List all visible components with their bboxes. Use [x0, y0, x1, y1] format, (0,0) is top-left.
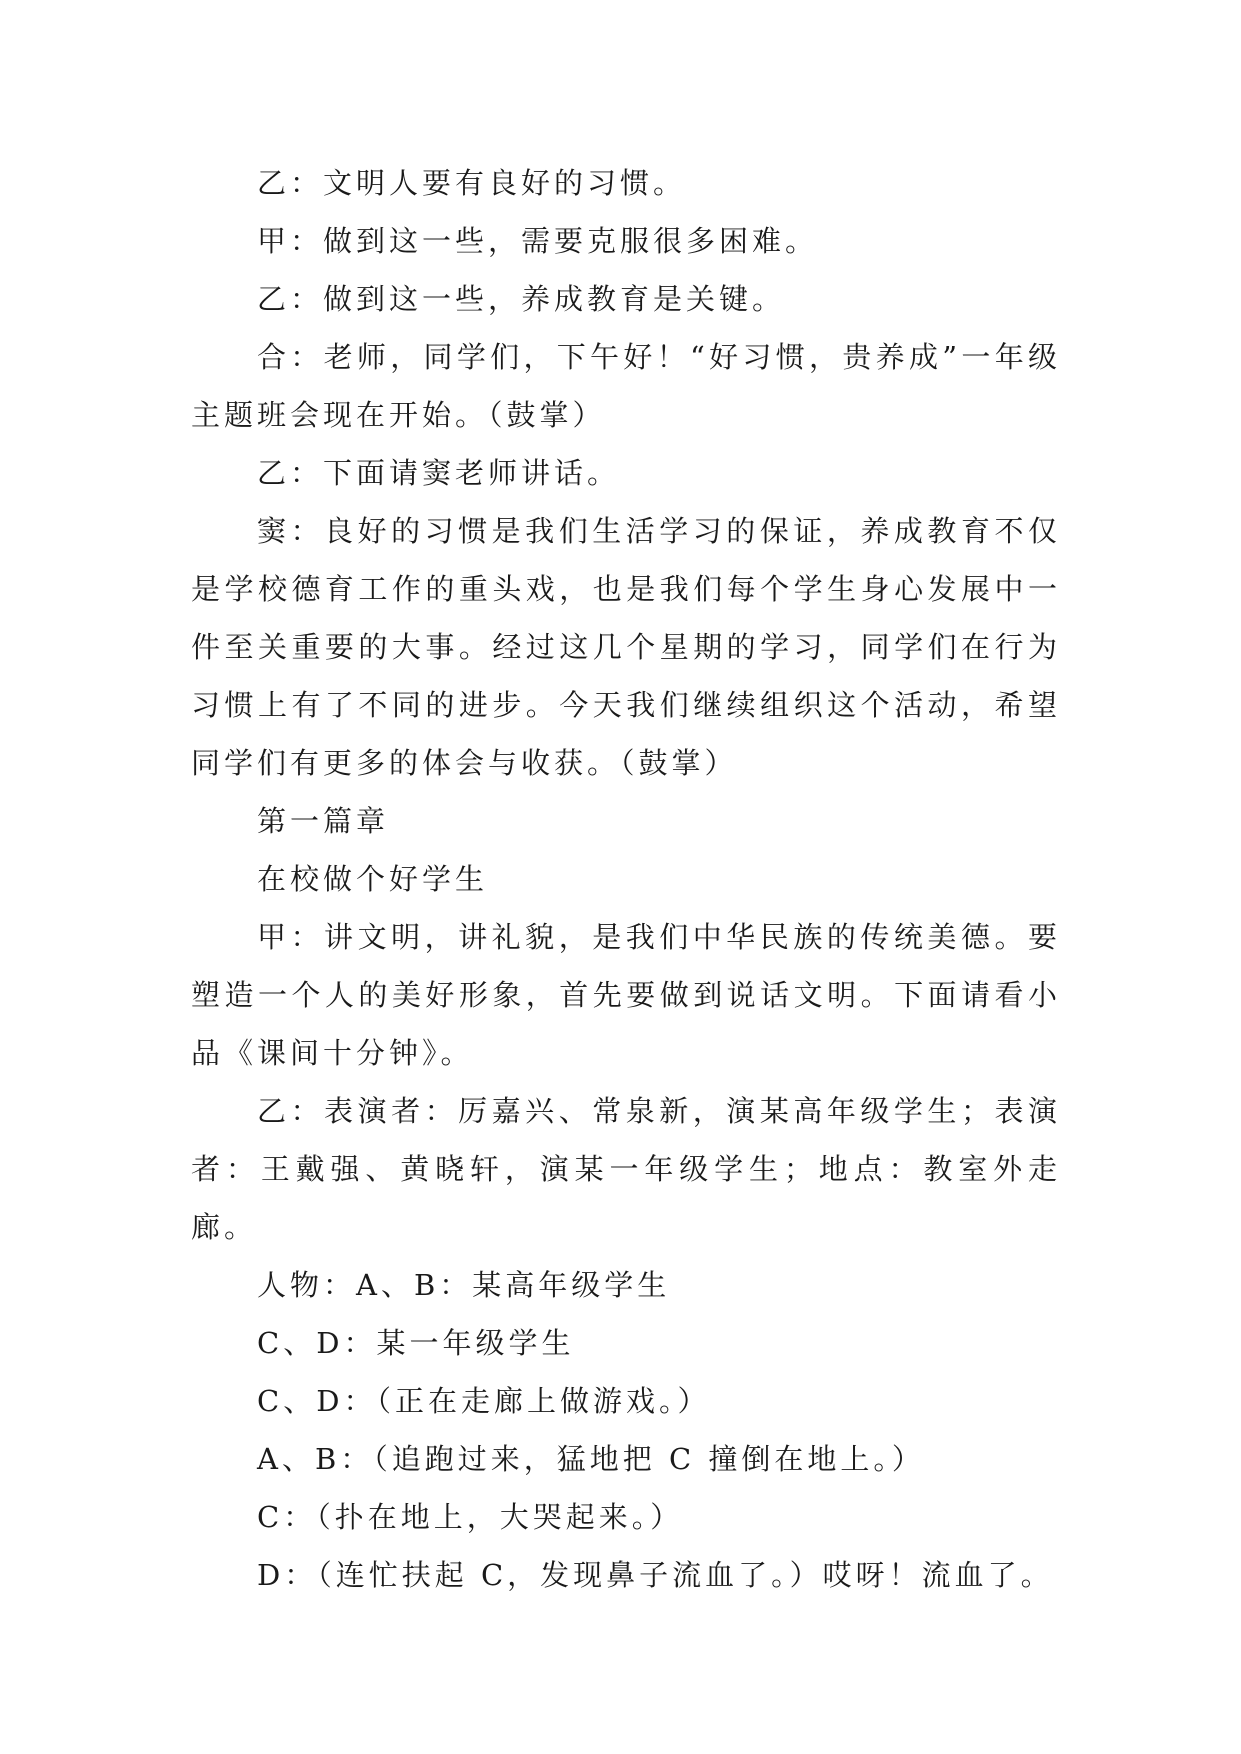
paragraph-16: D：（连忙扶起 C，发现鼻子流血了。）哎呀！流血了。: [257, 1558, 1054, 1592]
paragraph-3: 乙：做到这一些，养成教育是关键。: [257, 282, 786, 316]
paragraph-13: C、D：（正在走廊上做游戏。）: [257, 1384, 711, 1418]
paragraph-11: 人物：A、B：某高年级学生: [257, 1268, 671, 1302]
paragraph-4: 合：老师，同学们，下午好！“好习惯，贵养成”一年级主题班会现在开始。（鼓掌）: [191, 340, 1061, 432]
paragraph-1: 乙：文明人要有良好的习惯。: [257, 166, 687, 200]
paragraph-2: 甲：做到这一些，需要克服很多困难。: [257, 224, 819, 258]
paragraph-6: 窦：良好的习惯是我们生活学习的保证，养成教育不仅是学校德育工作的重头戏，也是我们每个学生身心发展中一件至关重要的大事。经过这几个星期的学习，同学们在行为习惯上有了不同的进步。今天我们继续组织这个活动，希望同学们有更多的体会与收获。（鼓掌）: [191, 514, 1061, 780]
paragraph-12: C、D：某一年级学生: [257, 1326, 575, 1360]
section-heading: 第一篇章: [257, 804, 390, 838]
section-subheading: 在校做个好学生: [257, 862, 489, 896]
document-body: [191, 154, 1061, 1604]
paragraph-5: 乙：下面请窦老师讲话。: [257, 456, 621, 490]
paragraph-15: C：（扑在地上，大哭起来。）: [257, 1500, 684, 1534]
paragraph-10: 乙：表演者：厉嘉兴、常泉新，演某高年级学生；表演者：王戴强、黄晓轩，演某一年级学生；地点：教室外走廊。: [191, 1094, 1061, 1244]
paragraph-9: 甲：讲文明，讲礼貌，是我们中华民族的传统美德。要塑造一个人的美好形象，首先要做到说话文明。下面请看小品《课间十分钟》。: [191, 920, 1061, 1070]
paragraph-14: A、B：（追跑过来，猛地把 C 撞倒在地上。）: [257, 1442, 925, 1476]
